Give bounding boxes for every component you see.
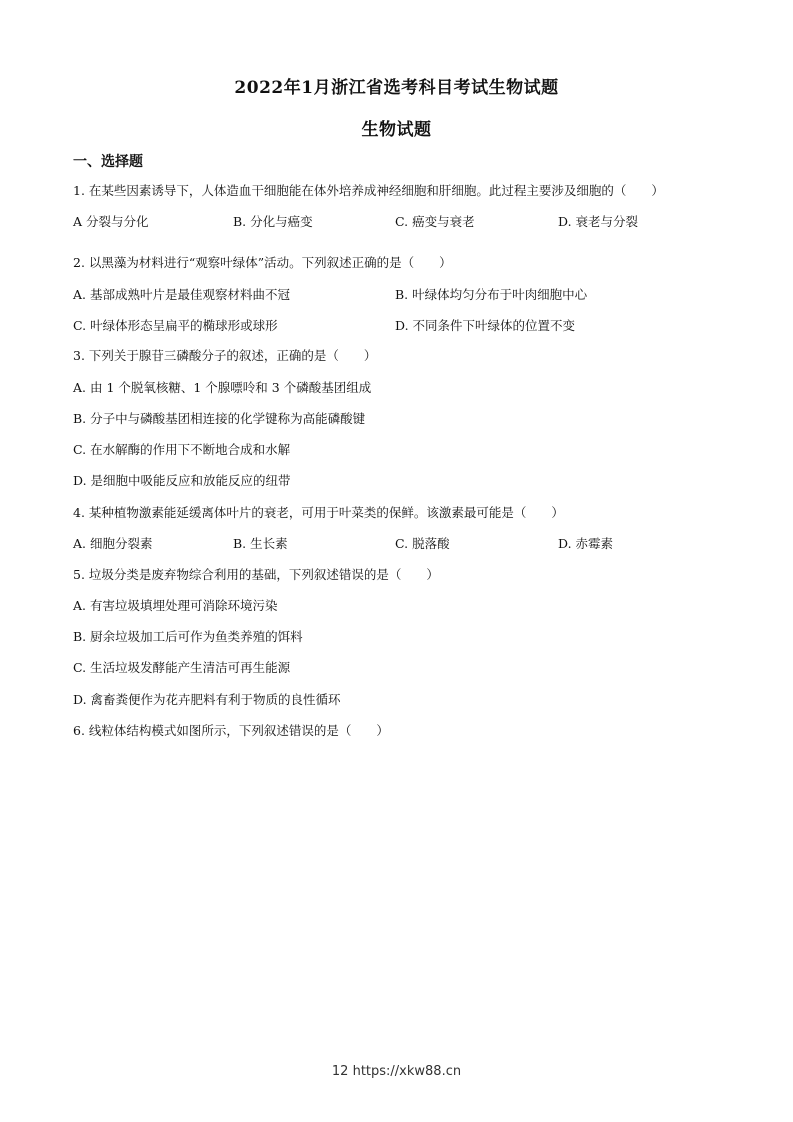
question-5-option-c: C. 生活垃圾发酵能产生清洁可再生能源 (73, 660, 291, 675)
question-6-stem: 6. 线粒体结构模式如图所示，下列叙述错误的是（ ） (73, 723, 389, 738)
question-3-option-a: A. 由 1 个脱氧核糖、1 个腺嘌呤和 3 个磷酸基团组成 (73, 380, 372, 395)
question-3-option-b: B. 分子中与磷酸基团相连接的化学键称为高能磷酸键 (73, 411, 366, 426)
question-5-option-a: A. 有害垃圾填埋处理可消除环境污染 (73, 598, 278, 613)
question-2-option-b: B. 叶绿体均匀分布于叶肉细胞中心 (395, 287, 588, 302)
question-1-option-c: C. 癌变与衰老 (395, 214, 475, 229)
question-3-option-d: D. 是细胞中吸能反应和放能反应的纽带 (73, 473, 291, 488)
question-1-stem: 1. 在某些因素诱导下，人体造血干细胞能在体外培养成神经细胞和肝细胞。此过程主要涉及细胞的（ ） (73, 183, 664, 198)
page-title: 2022年1月浙江省选考科目考试生物试题 (234, 78, 559, 98)
question-2-stem: 2. 以黑藻为材料进行“观察叶绿体”活动。下列叙述正确的是（ ） (73, 255, 452, 270)
question-1-option-b: B. 分化与癌变 (233, 214, 313, 229)
page-subtitle: 生物试题 (361, 120, 432, 140)
page-footer: 12 https://xkw88.cn (331, 1064, 462, 1079)
question-2-option-d: D. 不同条件下叶绿体的位置不变 (395, 318, 576, 333)
question-4-stem: 4. 某种植物激素能延缓离体叶片的衰老，可用于叶菜类的保鲜。该激素最可能是（ ） (73, 505, 564, 520)
question-4-option-d: D. 赤霉素 (558, 536, 614, 551)
question-4-option-a: A. 细胞分裂素 (73, 536, 153, 551)
question-5-option-b: B. 厨余垃圾加工后可作为鱼类养殖的饵料 (73, 629, 303, 644)
question-2-option-c: C. 叶绿体形态呈扁平的椭球形或球形 (73, 318, 278, 333)
question-3-option-c: C. 在水解酶的作用下不断地合成和水解 (73, 442, 291, 457)
question-1-option-d: D. 衰老与分裂 (558, 214, 639, 229)
section-heading: 一、选择题 (73, 154, 143, 170)
question-5-stem: 5. 垃圾分类是废弃物综合利用的基础，下列叙述错误的是（ ） (73, 567, 439, 582)
question-1-option-a: A 分裂与分化 (73, 214, 149, 229)
question-2-option-a: A. 基部成熟叶片是最佳观察材料曲不冠 (73, 287, 290, 302)
question-4-option-c: C. 脱落酸 (395, 536, 450, 551)
question-3-stem: 3. 下列关于腺苷三磷酸分子的叙述，正确的是（ ） (73, 348, 377, 363)
question-5-option-d: D. 禽畜粪便作为花卉肥料有利于物质的良性循环 (73, 692, 341, 707)
question-4-option-b: B. 生长素 (233, 536, 288, 551)
